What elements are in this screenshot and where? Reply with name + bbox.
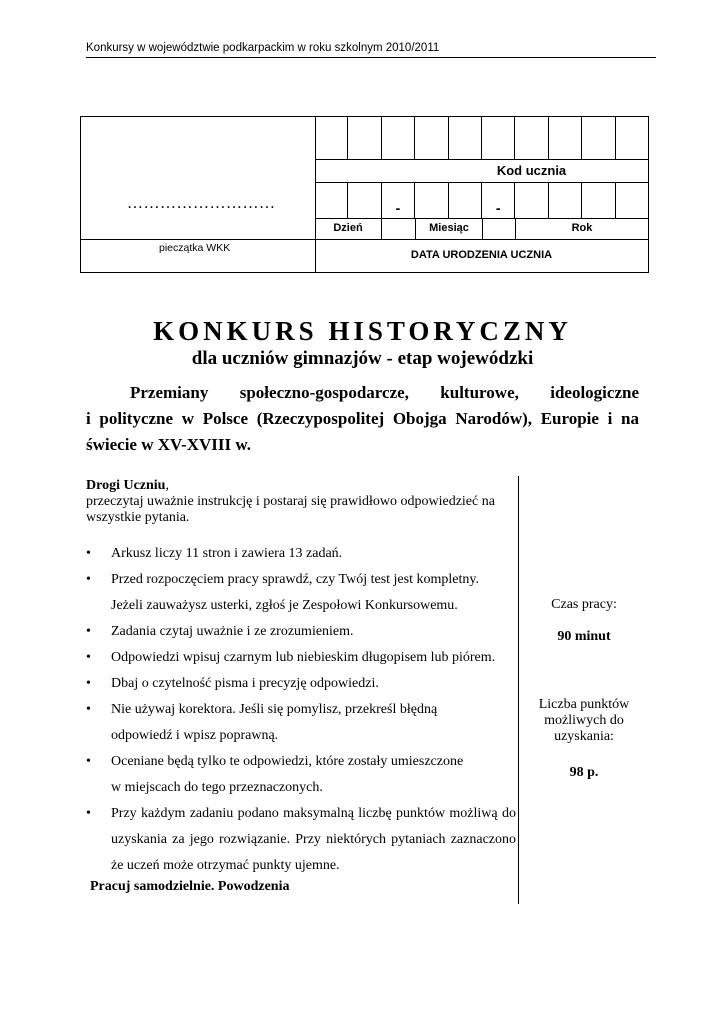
- rule-text: Arkusz liczy 11 stron i zawiera 13 zadań.: [111, 546, 343, 561]
- topic-block: [86, 380, 639, 458]
- list-item: [86, 801, 516, 879]
- time-label: Czas pracy:: [551, 597, 617, 612]
- bullet-icon: •: [86, 650, 91, 665]
- bullet-icon: •: [86, 702, 91, 717]
- header-rule: [86, 57, 656, 58]
- greeting-block: [86, 478, 514, 526]
- code-cell[interactable]: [347, 117, 380, 159]
- date-separator: -: [381, 183, 414, 218]
- list-item: [86, 567, 516, 619]
- year-cell[interactable]: [514, 183, 547, 218]
- bullet-icon: •: [86, 572, 91, 587]
- bullet-icon: •: [86, 676, 91, 691]
- page-subtitle: dla uczniów gimnazjów - etap wojewódzki: [191, 348, 534, 369]
- rule-text: Jeżeli zauważysz usterki, zgłoś je Zespołowi Konkursowemu.: [111, 598, 458, 613]
- code-cell[interactable]: [315, 117, 347, 159]
- bullet-icon: •: [86, 806, 91, 821]
- code-cell[interactable]: [448, 117, 481, 159]
- column-divider: [518, 476, 519, 904]
- code-cell[interactable]: [381, 117, 414, 159]
- code-cell[interactable]: [414, 117, 447, 159]
- rule-text: odpowiedź i wpisz poprawną.: [111, 728, 279, 743]
- day-cell[interactable]: [347, 183, 380, 218]
- list-item: [86, 645, 516, 671]
- topic-line: Przemiany społeczno-gospodarcze, kulturowe, ideologiczne: [130, 383, 639, 402]
- date-of-birth-label: DATA URODZENIA UCZNIA: [410, 249, 553, 261]
- month-cell[interactable]: [448, 183, 481, 218]
- list-item: [86, 749, 516, 801]
- stamp-label: pieczątka WKK: [159, 242, 231, 254]
- contest-header: Konkursy w województwie podkarpackim w roku szkolnym 2010/2011: [86, 42, 440, 54]
- bullet-icon: •: [86, 754, 91, 769]
- day-label: Dzień: [333, 222, 363, 234]
- list-item: [86, 541, 516, 567]
- birth-date-cells: [315, 183, 648, 219]
- rule-text: Przed rozpoczęciem pracy sprawdź, czy Twój test jest kompletny.: [111, 572, 479, 587]
- code-cell[interactable]: [514, 117, 547, 159]
- code-cell[interactable]: [581, 117, 614, 159]
- stamp-dots: ………………………: [127, 195, 276, 212]
- topic-line: i polityczne w Polsce (Rzeczypospolitej Obojga Narodów), Europie i na: [86, 409, 639, 428]
- rules-list: [86, 541, 516, 879]
- code-cell[interactable]: [615, 117, 648, 159]
- points-label: Liczba punktów: [538, 697, 630, 712]
- rule-text: Oceniane będą tylko te odpowiedzi, które zostały umieszczone: [111, 754, 464, 769]
- points-value: 98 p.: [569, 765, 599, 780]
- code-cell[interactable]: [548, 117, 581, 159]
- year-label: Rok: [515, 218, 648, 239]
- rule-text: Przy każdym zadaniu podano maksymalną liczbę punktów możliwą do uzyskania za jego rozwiązanie. Przy niektórych pytaniach zaznaczono że uczeń może otrzymać punkty ujemne.: [111, 806, 516, 873]
- rule-text: Dbaj o czytelność pisma i precyzję odpowiedzi.: [111, 676, 379, 691]
- salutation: Drogi Uczniu: [86, 478, 166, 493]
- year-cell[interactable]: [581, 183, 614, 218]
- bullet-icon: •: [86, 546, 91, 561]
- points-label: możliwych do: [544, 713, 624, 728]
- stamp-divider: [81, 239, 315, 240]
- separator-spacer: [482, 218, 515, 239]
- closing-text: Pracuj samodzielnie. Powodzenia: [90, 879, 290, 894]
- rule-text: w miejscach do tego przeznaczonych.: [111, 780, 323, 795]
- date-separator: -: [481, 183, 514, 218]
- stamp-area: [81, 117, 316, 272]
- code-cell[interactable]: [481, 117, 514, 159]
- student-code-label: Kod ucznia: [315, 159, 648, 183]
- year-cell[interactable]: [615, 183, 648, 218]
- bullet-icon: •: [86, 624, 91, 639]
- year-cell[interactable]: [548, 183, 581, 218]
- rule-text: Odpowiedzi wpisuj czarnym lub niebieskim długopisem lub piórem.: [111, 650, 496, 665]
- salutation-comma: ,: [165, 478, 169, 493]
- time-value: 90 minut: [557, 629, 611, 644]
- month-cell[interactable]: [414, 183, 447, 218]
- rule-text: Zadania czytaj uważnie i ze zrozumieniem.: [111, 624, 354, 639]
- topic-line: świecie w XV-XVIII w.: [86, 435, 251, 454]
- student-code-cells: [315, 117, 648, 160]
- page-title: KONKURS HISTORYCZNY: [153, 316, 572, 346]
- birth-date-labels: [315, 218, 648, 240]
- separator-spacer: [381, 218, 415, 239]
- month-label: Miesiąc: [415, 218, 482, 239]
- list-item: [86, 619, 516, 645]
- student-info-box: [80, 116, 649, 273]
- list-item: [86, 697, 516, 749]
- instruction-text: przeczytaj uważnie instrukcję i postaraj się prawidłowo odpowiedzieć na wszystkie pytania.: [86, 494, 495, 525]
- points-label: uzyskania:: [554, 729, 614, 744]
- list-item: [86, 671, 516, 697]
- day-cell[interactable]: [315, 183, 347, 218]
- rule-text: Nie używaj korektora. Jeśli się pomylisz, przekreśl błędną: [111, 702, 438, 717]
